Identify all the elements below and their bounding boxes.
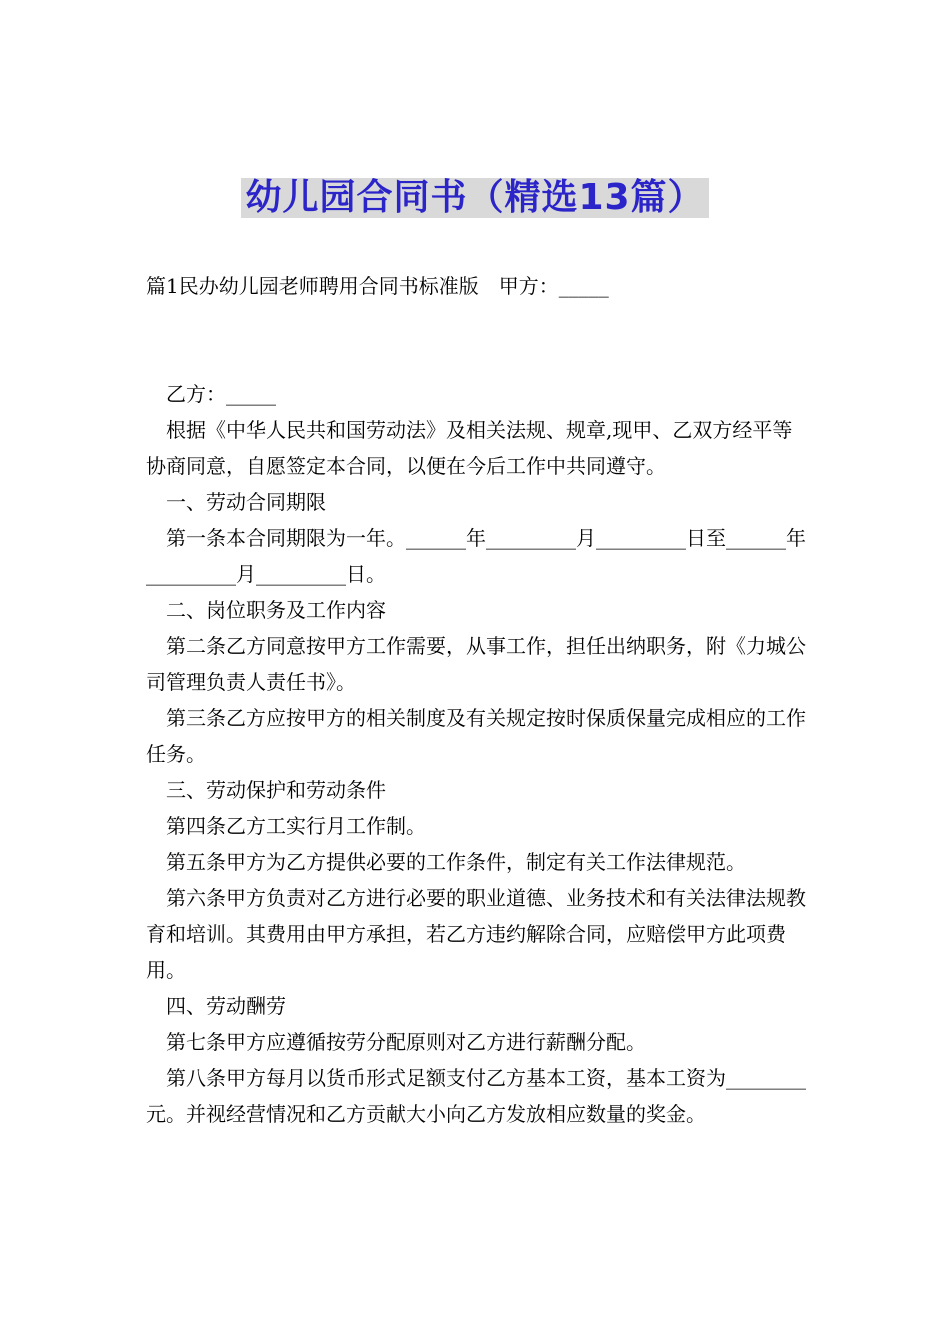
section-heading: 四、劳动酬劳 — [166, 994, 286, 1018]
contract-heading: 篇1民办幼儿园老师聘用合同书标准版 甲方：_____ — [146, 274, 609, 298]
clause-paragraph: 第七条甲方应遵循按劳分配原则对乙方进行薪酬分配。 — [166, 1030, 646, 1054]
clause-paragraph: 第六条甲方负责对乙方进行必要的职业道德、业务技术和有关法律法规教育和培训。其费用由甲方承担，若乙方违约解除合同，应赔偿甲方此项费用。 — [146, 886, 806, 982]
contract-body — [146, 376, 810, 1132]
clause-paragraph: 第二条乙方同意按甲方工作需要，从事工作，担任出纳职务，附《力城公司管理负责人责任书》。 — [146, 634, 806, 694]
clause-paragraph: 第四条乙方工实行月工作制。 — [166, 814, 426, 838]
clause-paragraph: 第五条甲方为乙方提供必要的工作条件，制定有关工作法律规范。 — [166, 850, 746, 874]
clause-paragraph: 第八条甲方每月以货币形式足额支付乙方基本工资，基本工资为________元。并视经营情况和乙方贡献大小向乙方发放相应数量的奖金。 — [146, 1066, 806, 1126]
document-title: 幼儿园合同书（精选13篇） — [241, 178, 708, 218]
preamble-paragraph: 根据《中华人民共和国劳动法》及相关法规、规章,现甲、乙双方经平等协商同意，自愿签定本合同，以便在今后工作中共同遵守。 — [146, 418, 793, 478]
section-heading: 二、岗位职务及工作内容 — [166, 598, 386, 622]
party-b-line: 乙方：_____ — [166, 382, 276, 406]
clause-paragraph: 第一条本合同期限为一年。______年_________月_________日至______年_________月_________日。 — [146, 526, 806, 586]
clause-paragraph: 第三条乙方应按甲方的相关制度及有关规定按时保质保量完成相应的工作任务。 — [146, 706, 806, 766]
title-container — [0, 178, 950, 218]
section-heading: 三、劳动保护和劳动条件 — [166, 778, 386, 802]
heading-line — [146, 268, 810, 304]
section-heading: 一、劳动合同期限 — [166, 490, 326, 514]
